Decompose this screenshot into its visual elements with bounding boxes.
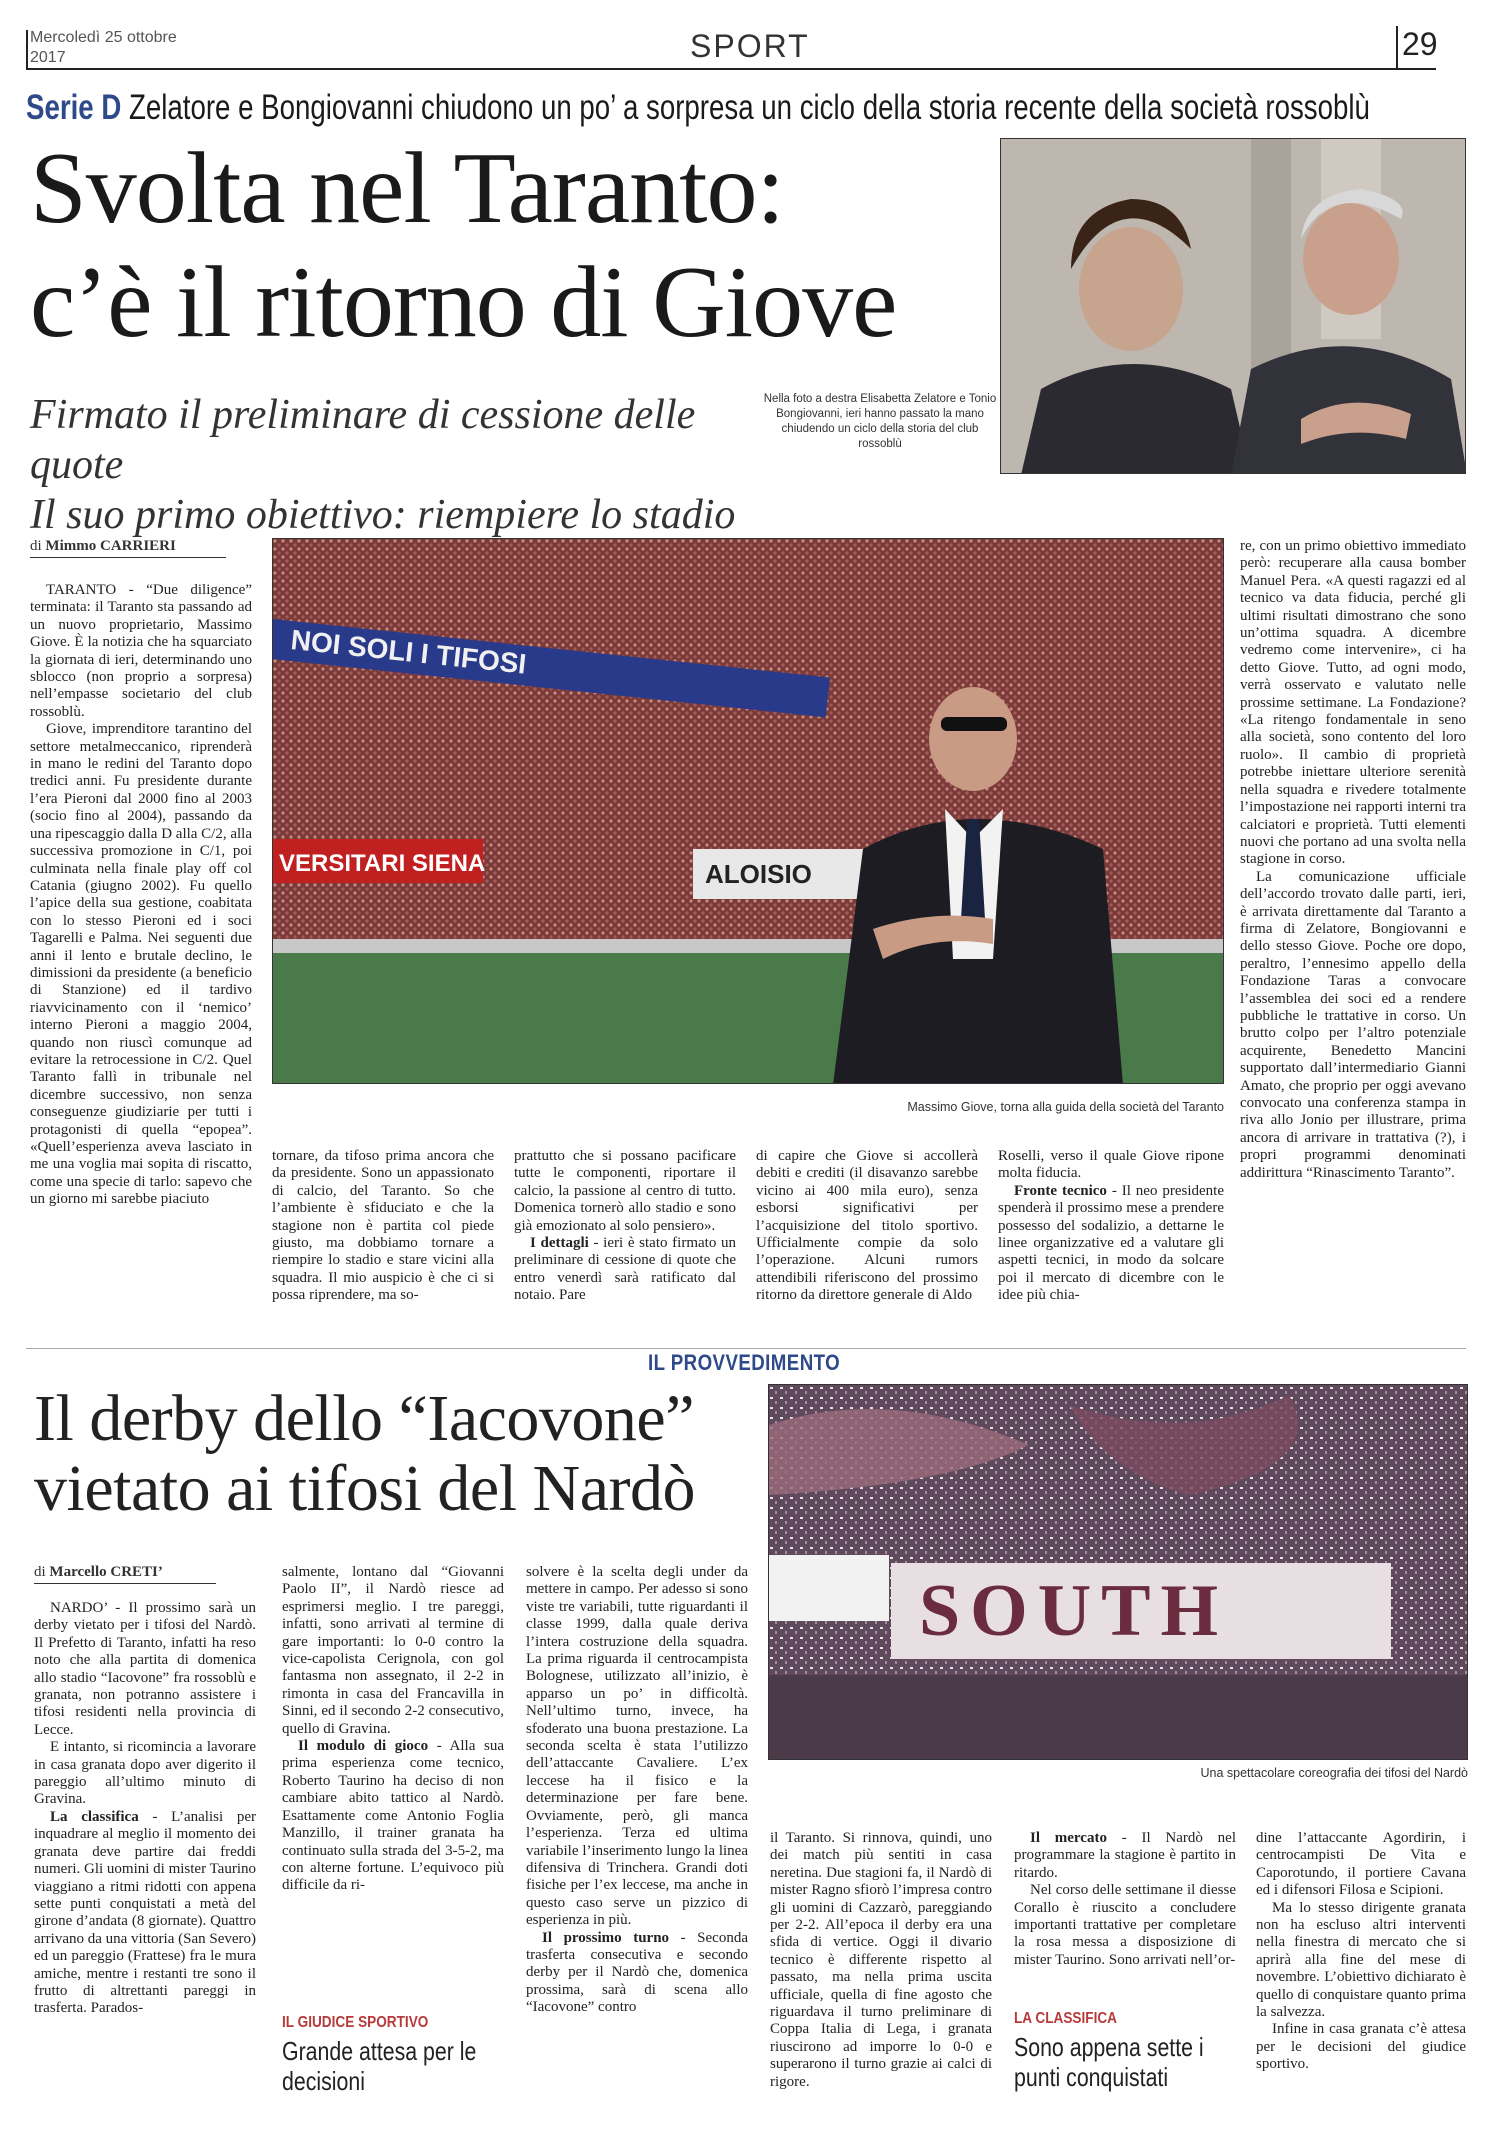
paragraph: La comunicazione ufficiale dell’accordo trovato dalle parti, ieri, è arrivata direttamente dal Taranto a firma di Zelatore, Bongiovanni e dello stesso Giove. Poche ore dopo, peraltro, l’ennesimo appello della Fondazione Taras a convocare l’assemblea dei soci ed a rendere pubbliche le trattative in corso. Un brutto colpo per l’altro potenziale acquirente, Benedetto Mancini supportato dall’intermediario Gianni Amato, che proprio per oggi avevano convocato una conferenza stampa in riva allo Jonio per illustrare, prima ancora di arrivare in trattativa (?), i propri programmi denominati addirittura “Rinascimento Taranto”. (1240, 868, 1466, 1181)
paragraph: di capire che Giove si accollerà debiti e crediti (il disavanzo sarebbe vicino ai 400 mila euro), senza esborsi significativi per l’acquisizione del titolo sportivo. Ufficialmente compie da solo l’operazione. Alcuni rumors attendibili riferiscono del prossimo ritorno da direttore generale di Aldo (756, 1148, 978, 1304)
paragraph: - ieri è stato firmato un preliminare di cessione di quote che entro venerdì sarà ratificato dal notaio. Pare (514, 1235, 736, 1304)
subhead-line-1: Firmato il preliminare di cessione delle quote (30, 392, 696, 488)
headline-line-2: vietato ai tifosi del Nardò (34, 1452, 695, 1525)
photo-caption-giove: Massimo Giove, torna alla guida della società del Taranto (907, 1100, 1224, 1114)
issue-date-year: 2017 (30, 49, 66, 66)
article1-kicker (26, 86, 1370, 130)
paragraph: prattutto che si possano pacificare tutte le componenti, riportare il calcio, la passione al centro di tutto. Domenica tornerò allo stadio e sono già emozionato al solo pensiero». (514, 1148, 736, 1234)
box-judge (282, 2014, 504, 2096)
section-lead-technical: Fronte tecnico (1014, 1182, 1107, 1199)
paragraph: - Seconda trasferta consecutiva e secondo derby per il Nardò che, domenica prossima, sarà di scena allo “Iacovone” contro (526, 1929, 748, 2016)
owners-photo-illustration (1001, 139, 1466, 474)
article2-byline (34, 1564, 216, 1584)
article2-column-5 (1014, 1830, 1236, 2010)
page-number: 29 (1402, 26, 1438, 62)
article1-subhead (30, 390, 770, 540)
byline-author: Marcello CRETI’ (49, 1564, 163, 1580)
byline-author: Mimmo CARRIERI (45, 538, 176, 554)
article1-column-5 (998, 1148, 1224, 1328)
stadium-banner-2: VERSITARI SIENA (279, 850, 486, 877)
section-lead-formation: Il modulo di gioco (298, 1738, 429, 1755)
paragraph: re, con un primo obiettivo immediato però: recuperare alla causa bomber Manuel Pera. «A questi ragazzi ed al tecnico va data fiducia, perché gli ultimi risultati dimostrano che sono un’ottima squadra. A dicembre vedremo come intervenire», ci ha detto Giove. Tutto, ad ogni modo, verrà osservato e valutato nelle prossime settimane. La Fondazione? «La ritengo fondamentale in seno alla società, sono contento del loro ruolo». Il cambio di proprietà potrebbe iniettare ulteriore serenità nella squadra e rivedere totalmente l’impostazione nei rapporti interni tra calciatori e proprietà. Tutti elementi nuovi che portano ad una svolta nella stagione in corso. (1240, 538, 1466, 868)
paragraph: - Il Nardò nel programmare la stagione è partito in ritardo. (1014, 1830, 1236, 1881)
paragraph: tornare, da tifoso prima ancora che da presidente. Sono un appassionato di calcio, del Taranto. So che l’ambiente è sfiduciato e che la stagione non è partita col piede giusto, ma dobbiamo tornare a riempire lo stadio e stare vicini alla squadra. Il mio auspicio è che ci si possa riprendere, ma so- (272, 1148, 494, 1304)
article1-headline (30, 132, 990, 360)
article2-column-2 (282, 1564, 504, 1990)
article1-column-4 (756, 1148, 978, 1328)
giove-stadium-photo (272, 538, 1224, 1084)
article2-column-3 (526, 1564, 748, 2100)
paragraph: solvere è la scelta degli under da mettere in campo. Per adesso si sono viste tre variabili, tutte riguardanti il classe 1999, dalla quale deriva l’intera costruzione della squadra. La prima riguarda il centrocampista Bolognese, utilizzato all’inizio, è apparso un po’ in difficoltà. Nell’ultimo turno, invece, ha sfoderato una buona prestazione. La seconda scelta è stata l’utilizzo dell’attaccante Cavaliere. L’ex leccese ha il fisico e la determinazione per fare bene. Ovviamente, però, gli manca l’esperienza. Terza ed ultima variabile l’inserimento lungo la linea difensiva di Trincherа. Grandi doti fisiche per l’ex leccese, ma anche in questo caso serve un pizzico di esperienza in più. (526, 1564, 748, 1929)
paragraph: - Il neo presidente spenderà il prossimo mese a prendere possesso del sodalizio, a dettarne le linee organizzative ed a valutare gli aspetti tecnici, in modo da solcare poi il mercato di dicembre con le idee più chia- (998, 1182, 1224, 1304)
issue-date (30, 28, 177, 68)
photo-caption-fans: Una spettacolare coreografia dei tifosi del Nardò (1200, 1766, 1468, 1780)
headline-line-1: Il derby dello “Iacovone” (34, 1382, 695, 1455)
paragraph: il Taranto. Si rinnova, quindi, uno dei match più sentiti in casa neretina. Due stagioni fa, il Nardò di mister Ragno sfiorò l’impresa contro gli uomini di Cazzarò, pareggiando per 2-2. All’epoca il derby era una sfida di vertice. Oggi il divario tecnico è differente rispetto al passato, ma nella prima uscita ufficiale, quella di fine agosto che riguardava il turno preliminare di Coppa Italia di Lega, i granata riuscirono ad imporre lo 0-0 e superarono il turno grazie ai calci di rigore. (770, 1830, 992, 2090)
section-name: SPORT (690, 28, 810, 64)
paragraph: dine l’attaccante Agordirin, i centrocampisti De Vita e Caporotundo, il portiere Cavana ed i difensori Filosa e Scipioni. (1256, 1830, 1466, 1899)
page-number-rule (1396, 26, 1398, 68)
section-lead-market: Il mercato (1030, 1830, 1107, 1846)
issue-date-day: Mercoledì 25 ottobre (30, 29, 177, 46)
kicker-text: Zelatore e Bongiovanni chiudono un po’ a sorpresa un ciclo della storia recente della società rossoblù (128, 88, 1370, 127)
paragraph: Giove, imprenditore tarantino del settore metalmeccanico, riprenderà in mano le redini del Taranto dopo tredici anni. Fu presidente durante l’era Pieroni dal 2000 fino al 2003 (socio fino al 2004), passando da una ripescaggio dalla D alla C/2, alla successiva promozione in C/1, poi culminata nella finale play off col Catania (giugno 2002). Fu quello l’apice della sua gestione, coabitata con lo stesso Pieroni ed i soci Tagarelli e Palma. Nei seguenti due anni il lento e brutale declino, le dimissioni da presidente (a beneficio di Stanzione) ed il tardivo riavvicinamento con il ‘nemico’ interno Pieroni a maggio 2004, quando non riuscì comunque ad evitare la retrocessione in C/2. Quel Taranto fallì in tribunale nel dicembre successivo, non senza conseguenze giudiziarie per tutti i protagonisti di quella “epopea”. «Quell’esperienza aveva lasciato in me una voglia mai sopita di riscatto, come una specie di tarlo: sapevo che un giorno mi sarebbe piaciuto (30, 721, 252, 1208)
owners-photo (1000, 138, 1466, 474)
kicker-tag: Serie D (26, 88, 122, 127)
article2-column-4 (770, 1830, 992, 2100)
stadium-banner-1: NOI SOLI I TIFOSI (289, 624, 528, 680)
fans-photo-illustration (769, 1385, 1468, 1760)
box-standings (1014, 2010, 1236, 2092)
header-left-rule (26, 30, 28, 70)
article2-section-label: IL PROVVEDIMENTO (648, 1350, 841, 1375)
ultras-banner: SOUTH (919, 1570, 1229, 1652)
box-standings-title: Sono appena sette i punti conquistati (1014, 2032, 1204, 2092)
paragraph: E intanto, si ricomincia a lavorare in casa granata dopo aver digerito il pareggio all’ultimo minuto di Gravina. (34, 1739, 256, 1808)
subhead-line-2: Il suo primo obiettivo: riempiere lo stadio (30, 492, 736, 538)
article1-column-1 (30, 582, 252, 1322)
box-judge-label: IL GIUDICE SPORTIVO (282, 2014, 429, 2031)
article1-byline (30, 538, 226, 558)
paragraph: Nel corso delle settimane il diesse Corallo è riuscito a concludere importanti trattative per completare la rosa messa a disposizione di mister Taurino. Sono arrivati nell’or- (1014, 1882, 1236, 1968)
box-standings-label: LA CLASSIFICA (1014, 2010, 1118, 2027)
paragraph: - L’analisi per inquadrare al meglio il momento dei granata deve partire dai freddi numeri. Gli uomini di mister Taurino viaggiano a ritmi ridotti con appena sette punti conquistati a metà del girone d’andata (8 giornate). Quattro arrivano da una vittoria (San Severo) ed un pareggio (Frattese) fra le mura amiche, mentre i restanti tre sono il frutto di altrettanti pareggi in trasferta. Parados- (34, 1808, 256, 2017)
paragraph: Roselli, verso il quale Giove ripone molta fiducia. (998, 1148, 1224, 1182)
paragraph: Ma lo stesso dirigente granata non ha escluso altri interventi nella finestra di mercato che si aprirà alla fine del mese di novembre. L’obiettivo dichiarato è quello di conquistare quanto prima la salvezza. (1256, 1899, 1466, 2021)
header-rule (26, 68, 1436, 70)
paragraph: TARANTO - “Due diligence” terminata: il Taranto sta passando ad un nuovo proprietario, Massimo Giove. È la notizia che ha squarciato la giornata di ieri, determinando uno sblocco (non proprio a sorpresa) nell’empasse societario del club rossoblù. (30, 582, 252, 720)
article2-column-6 (1256, 1830, 1466, 2110)
article2-headline (34, 1384, 754, 1524)
byline-prefix: di (34, 1564, 46, 1580)
article1-column-6 (1240, 538, 1466, 1328)
stadium-photo-illustration (273, 539, 1224, 1084)
box-judge-title: Grande attesa per le decisioni (282, 2036, 477, 2096)
article2-column-1 (34, 1600, 256, 2100)
photo-caption-owners: Nella foto a destra Elisabetta Zelatore e Tonio Bongiovanni, ieri hanno passato la mano chiudendo un ciclo della storia del club rossoblù (763, 393, 997, 450)
paragraph: salmente, lontano dal “Giovanni Paolo II”, il Nardò riesce ad esprimersi meglio. I tre pareggi, infatti, sono arrivati al termine di gare importanti: lo 0-0 contro la vice-capolista Cerignola, con gol fantasma non assegnato, il 2-2 in rimonta in casa del Francavilla in Sinni, ed il secondo 2-2 consecutivo, quello di Gravina. (282, 1564, 504, 1737)
article1-column-3 (514, 1148, 736, 1328)
section-lead-standings: La classifica (50, 1808, 139, 1825)
byline-prefix: di (30, 538, 42, 554)
headline-line-2: c’è il ritorno di Giove (30, 246, 897, 359)
section-lead-details: I dettagli (530, 1235, 589, 1252)
article-separator (26, 1348, 1466, 1349)
article1-column-2 (272, 1148, 494, 1328)
section-lead-next-match: Il prossimo turno (542, 1929, 670, 1946)
nardo-fans-photo (768, 1384, 1468, 1760)
headline-line-1: Svolta nel Taranto: (30, 132, 784, 245)
stadium-banner-3: ALOISIO (705, 859, 812, 889)
paragraph: - Alla sua prima esperienza come tecnico, Roberto Taurino ha deciso di non cambiare abito tattico al Nardò. Esattamente come Antonio Foglia Manzillo, il trainer granata ha continuato sulla strada del 3-5-2, ma con alterne fortune. L’equivoco più difficile da ri- (282, 1738, 504, 1894)
paragraph: Infine in casa granata c’è attesa per le decisioni del giudice sportivo. (1256, 2021, 1466, 2073)
paragraph: NARDO’ - Il prossimo sarà un derby vietato per i tifosi del Nardò. Il Prefetto di Taranto, infatti ha reso noto che alla partita di domenica allo stadio “Iacovone” fra rossoblù e granata, non potranno assistere i tifosi residenti nella provincia di Lecce. (34, 1600, 256, 1738)
